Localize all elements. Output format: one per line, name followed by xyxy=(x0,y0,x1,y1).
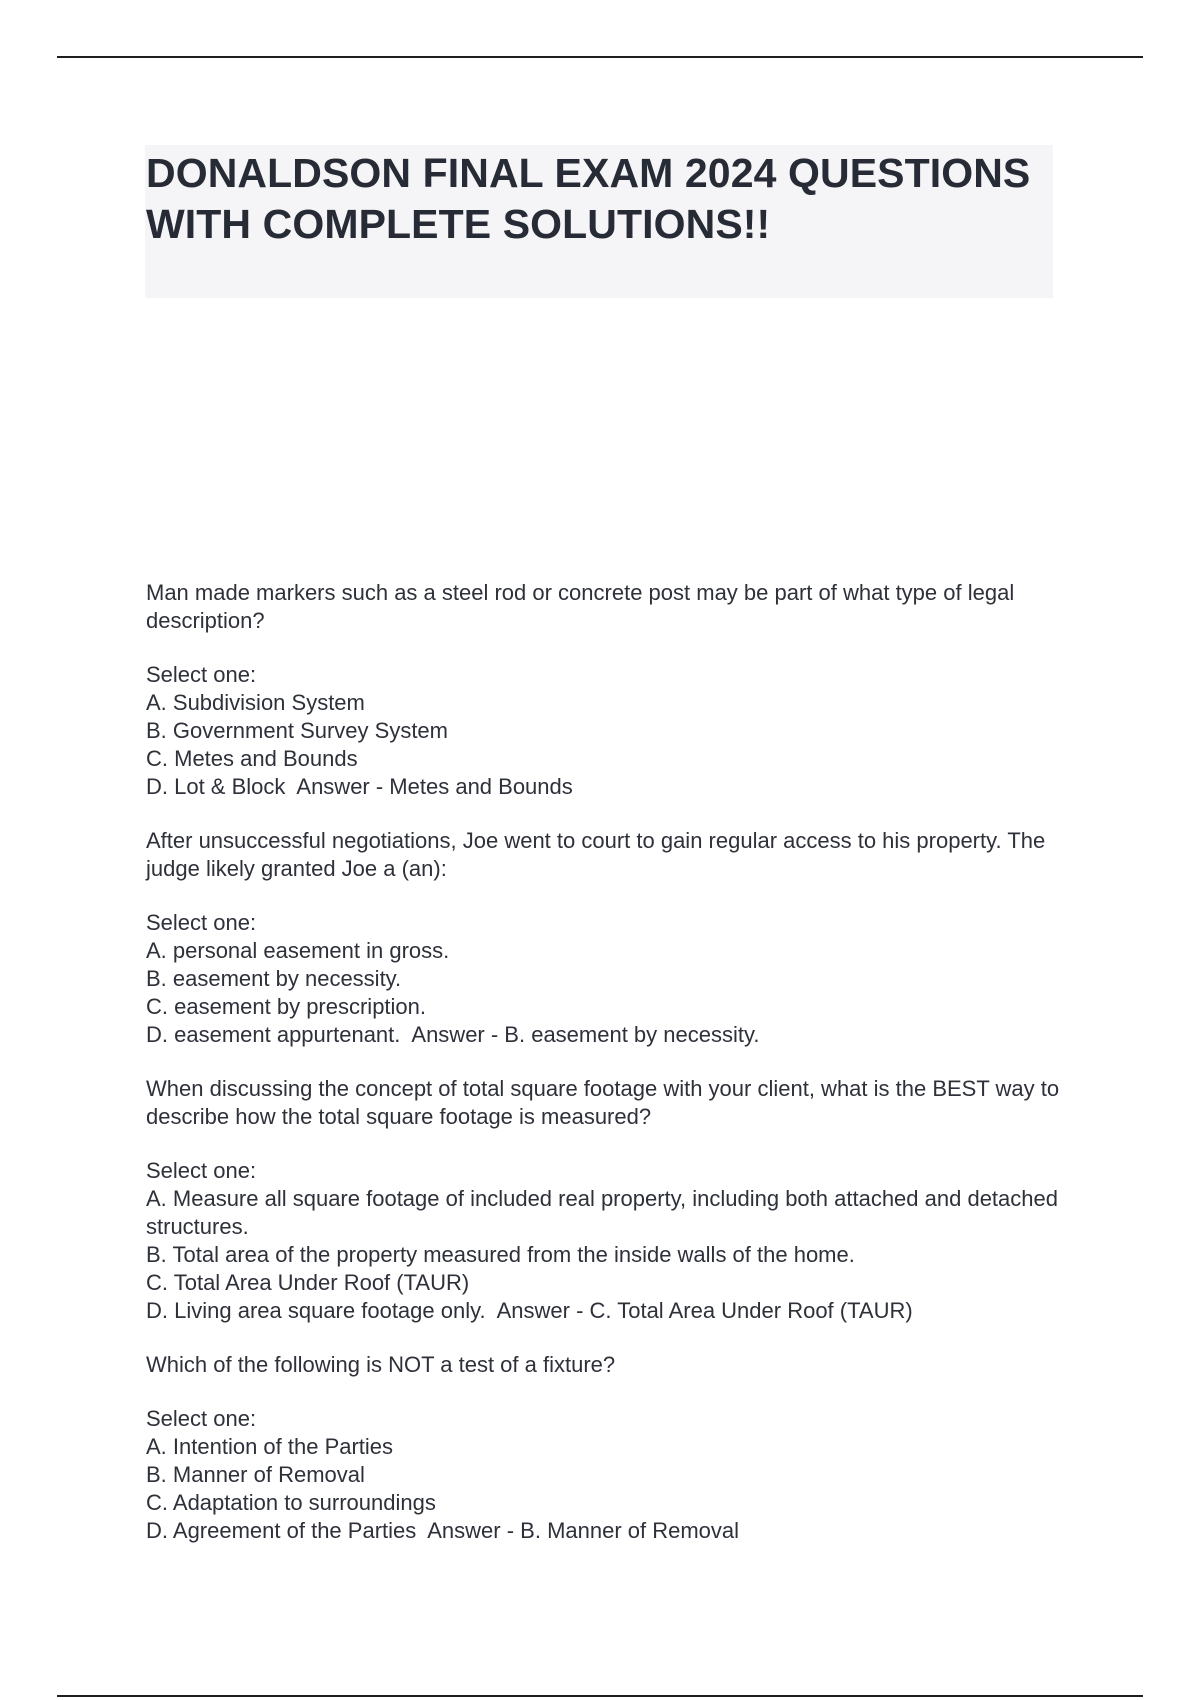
question-text: Which of the following is NOT a test of a fixture? xyxy=(146,1352,616,1377)
option-c: C. Adaptation to surroundings xyxy=(146,1490,436,1515)
document-title: DONALDSON FINAL EXAM 2024 QUESTIONS WITH COMPLETE SOLUTIONS!! xyxy=(146,150,1031,247)
select-prompt: Select one: xyxy=(146,1158,257,1183)
option-b: B. easement by necessity. xyxy=(146,966,402,991)
option-a: A. Measure all square footage of included real property, including both attached and detached structures. xyxy=(146,1186,1058,1239)
option-c: C. Total Area Under Roof (TAUR) xyxy=(146,1270,470,1295)
question-block-2 xyxy=(146,827,1066,1049)
select-prompt: Select one: xyxy=(146,662,257,687)
select-prompt: Select one: xyxy=(146,1406,257,1431)
option-b: B. Total area of the property measured from the inside walls of the home. xyxy=(146,1242,855,1267)
question-text: When discussing the concept of total square footage with your client, what is the BEST way to describe how the total square footage is measured? xyxy=(146,1076,1060,1129)
question-block-3 xyxy=(146,1075,1066,1325)
question-text: Man made markers such as a steel rod or concrete post may be part of what type of legal description? xyxy=(146,580,1015,633)
option-d-with-answer: D. Lot & Block Answer - Metes and Bounds xyxy=(146,774,573,799)
option-c: C. easement by prescription. xyxy=(146,994,427,1019)
option-d-with-answer: D. easement appurtenant. Answer - B. easement by necessity. xyxy=(146,1022,760,1047)
option-b: B. Government Survey System xyxy=(146,718,448,743)
option-b: B. Manner of Removal xyxy=(146,1462,365,1487)
bottom-rule xyxy=(57,1695,1143,1697)
option-a: A. Intention of the Parties xyxy=(146,1434,394,1459)
option-a: A. Subdivision System xyxy=(146,690,365,715)
question-list xyxy=(146,579,1066,1571)
question-text: After unsuccessful negotiations, Joe went to court to gain regular access to his property. The judge likely granted Joe a (an): xyxy=(146,828,1046,881)
question-block-1 xyxy=(146,579,1066,801)
question-block-4 xyxy=(146,1351,1066,1545)
top-rule xyxy=(57,56,1143,58)
option-d-with-answer: D. Living area square footage only. Answer - C. Total Area Under Roof (TAUR) xyxy=(146,1298,913,1323)
option-c: C. Metes and Bounds xyxy=(146,746,358,771)
option-a: A. personal easement in gross. xyxy=(146,938,450,963)
option-d-with-answer: D. Agreement of the Parties Answer - B. Manner of Removal xyxy=(146,1518,740,1543)
select-prompt: Select one: xyxy=(146,910,257,935)
